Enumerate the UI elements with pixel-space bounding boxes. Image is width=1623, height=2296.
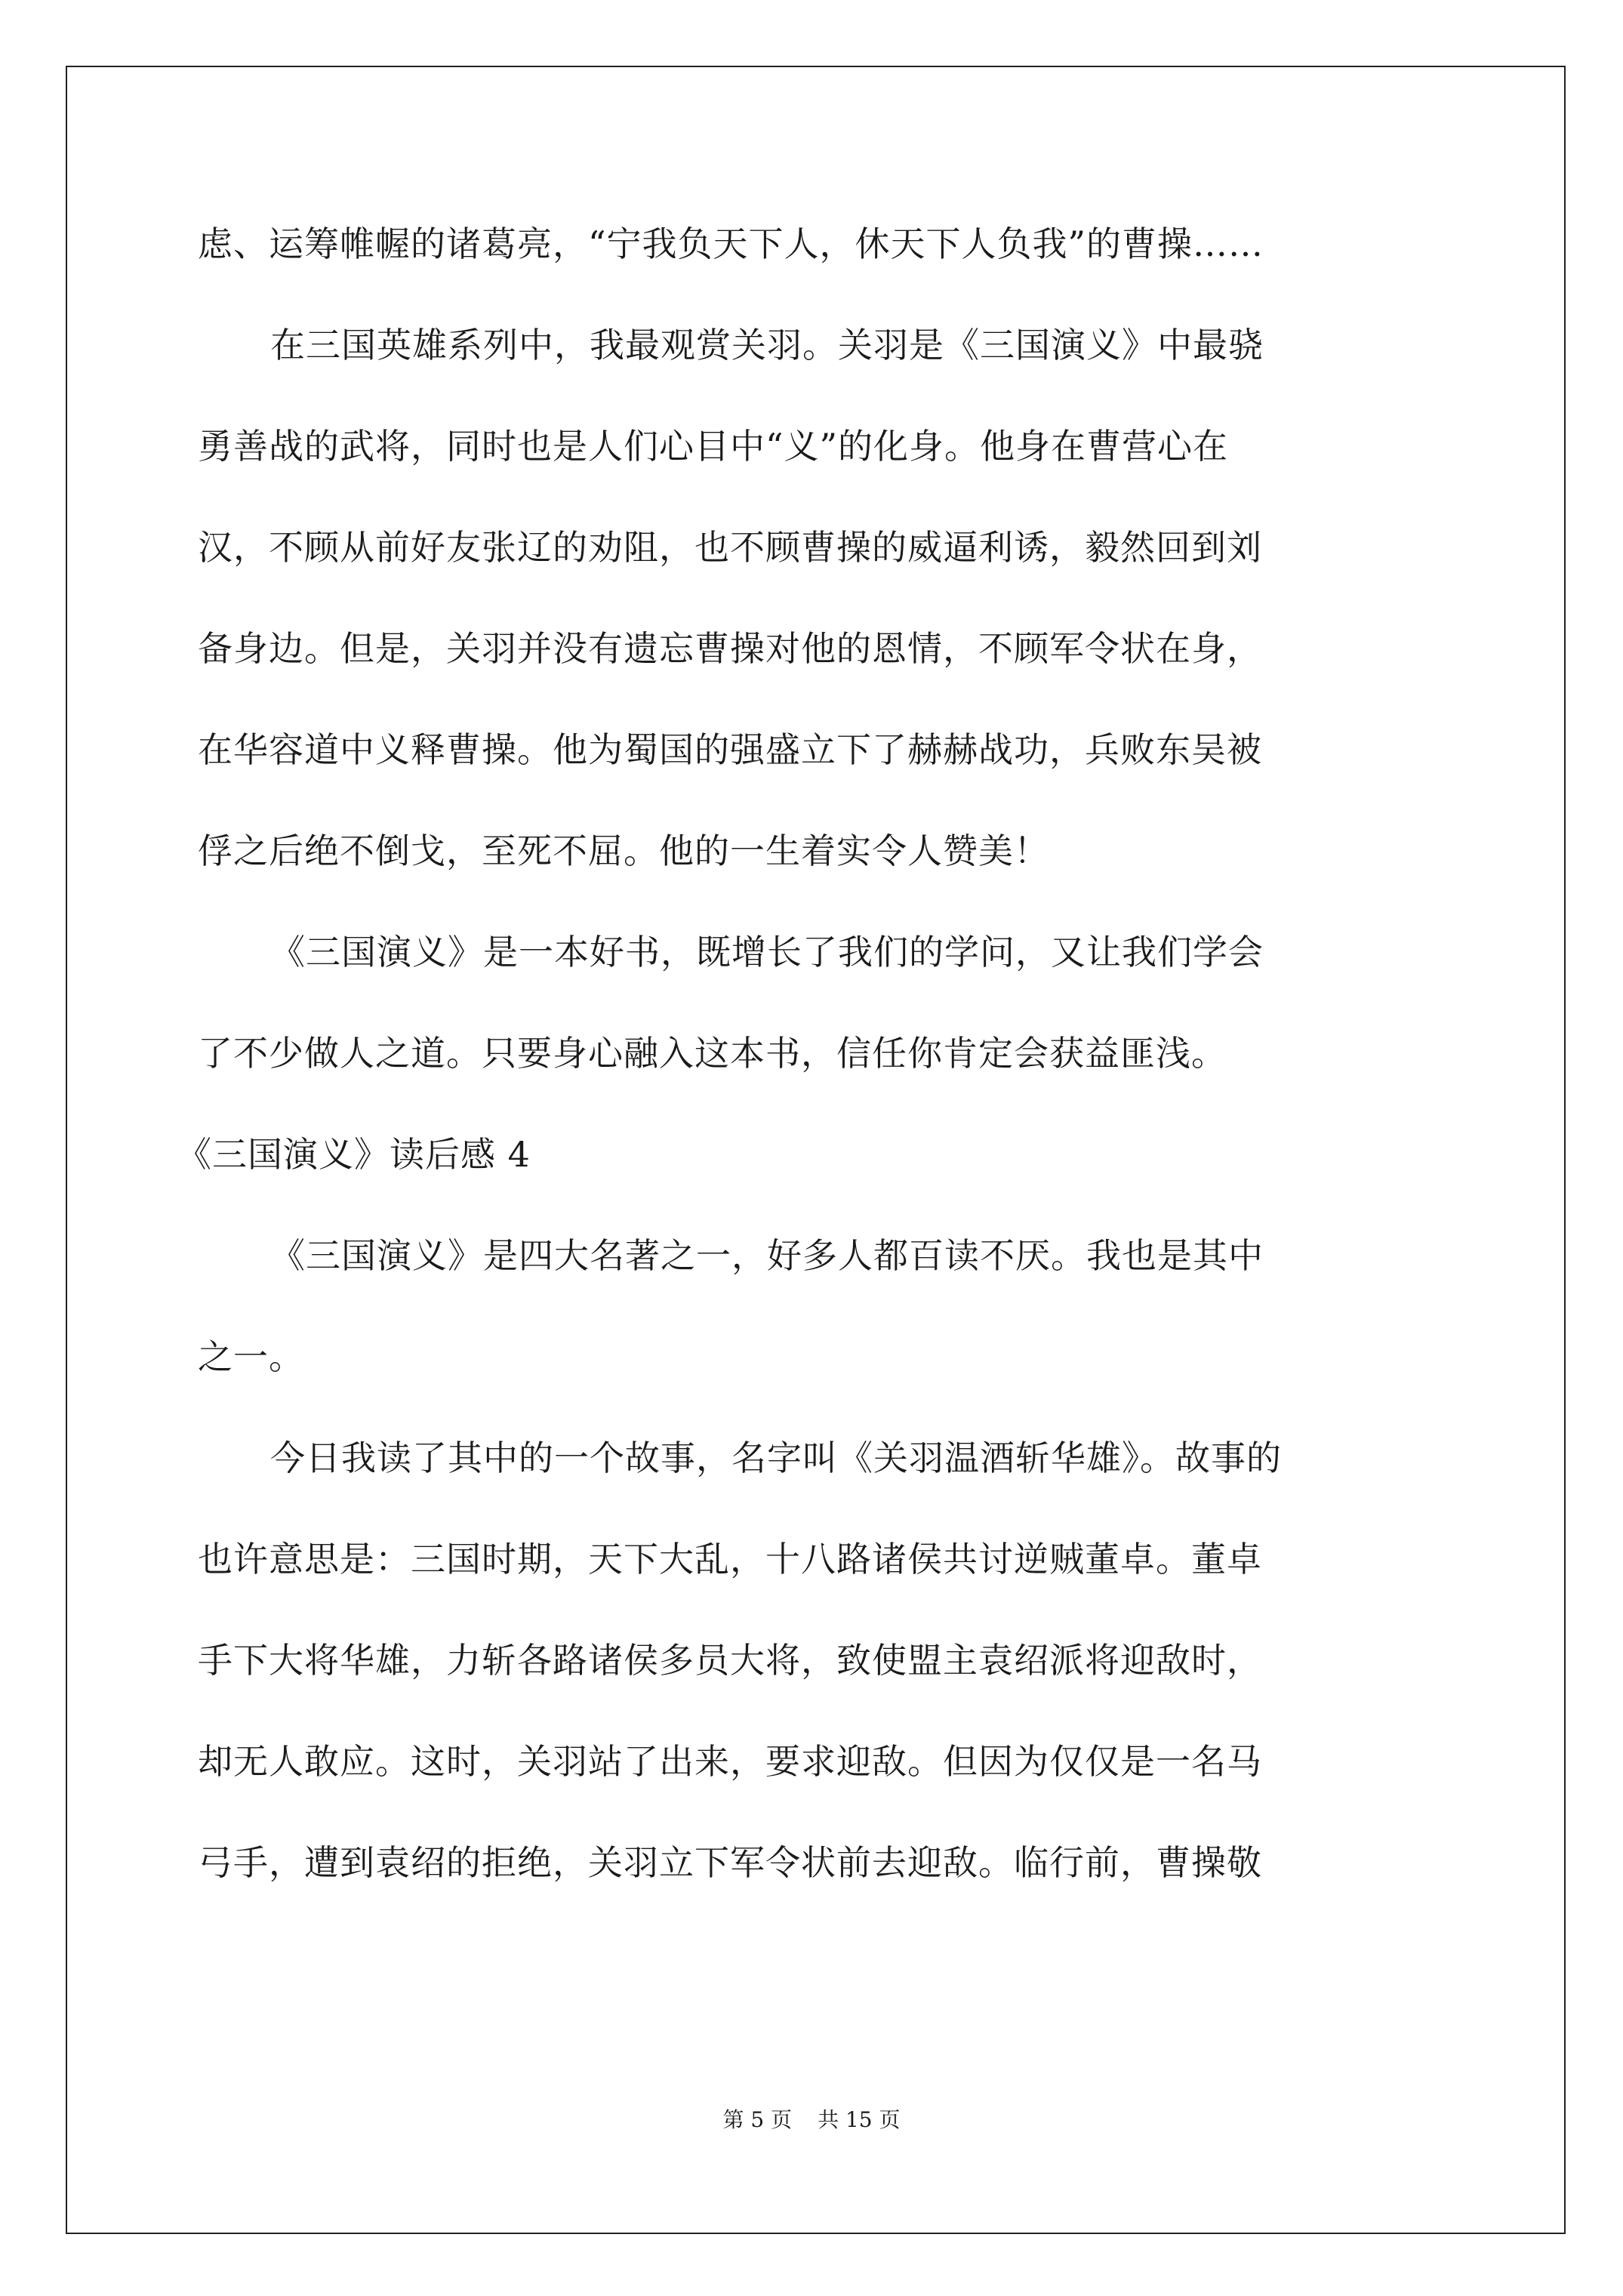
text-line: 也许意思是：三国时期，天下大乱，十八路诸侯共讨逆贼董卓。董卓 <box>198 1539 1262 1579</box>
text-line: 汉，不顾从前好友张辽的劝阻，也不顾曹操的威逼利诱，毅然回到刘 <box>198 527 1262 568</box>
paragraph-start: 在三国英雄系列中，我最观赏关羽。关羽是《三国演义》中最骁 <box>270 325 1264 365</box>
page-number: 第 5 页 <box>722 2107 793 2132</box>
text-line: 虑、运筹帷幄的诸葛亮，“宁我负天下人，休天下人负我”的曹操…… <box>198 223 1264 264</box>
text-line: 弓手，遭到袁绍的拒绝，关羽立下军令状前去迎敌。临行前，曹操敬 <box>198 1842 1262 1883</box>
page-footer <box>0 2105 1623 2135</box>
text-line: 却无人敢应。这时，关羽站了出来，要求迎敌。但因为仅仅是一名马 <box>198 1741 1262 1782</box>
text-line: 俘之后绝不倒戈，至死不屈。他的一生着实令人赞美！ <box>198 831 1049 871</box>
section-heading: 《三国演义》读后感 4 <box>177 1134 531 1175</box>
document-body <box>177 219 1436 1939</box>
text-line: 备身边。但是，关羽并没有遗忘曹操对他的恩情，不顾军令状在身， <box>198 628 1262 669</box>
text-line: 了不少做人之道。只要身心融入这本书，信任你肯定会获益匪浅。 <box>198 1033 1227 1074</box>
paragraph-start: 《三国演义》是四大名著之一，好多人都百读不厌。我也是其中 <box>270 1235 1264 1276</box>
page-total: 共 15 页 <box>818 2107 901 2132</box>
text-line: 手下大将华雄，力斩各路诸侯多员大将，致使盟主袁绍派将迎敌时， <box>198 1640 1262 1681</box>
paragraph-start: 《三国演义》是一本好书，既增长了我们的学问，又让我们学会 <box>270 932 1264 972</box>
text-line: 在华容道中义释曹操。他为蜀国的强盛立下了赫赫战功，兵败东吴被 <box>198 729 1262 770</box>
paragraph-start: 今日我读了其中的一个故事，名字叫《关羽温酒斩华雄》。故事的 <box>270 1438 1282 1478</box>
text-line: 之一。 <box>198 1336 304 1377</box>
text-line: 勇善战的武将，同时也是人们心目中“义”的化身。他身在曹营心在 <box>198 426 1229 467</box>
